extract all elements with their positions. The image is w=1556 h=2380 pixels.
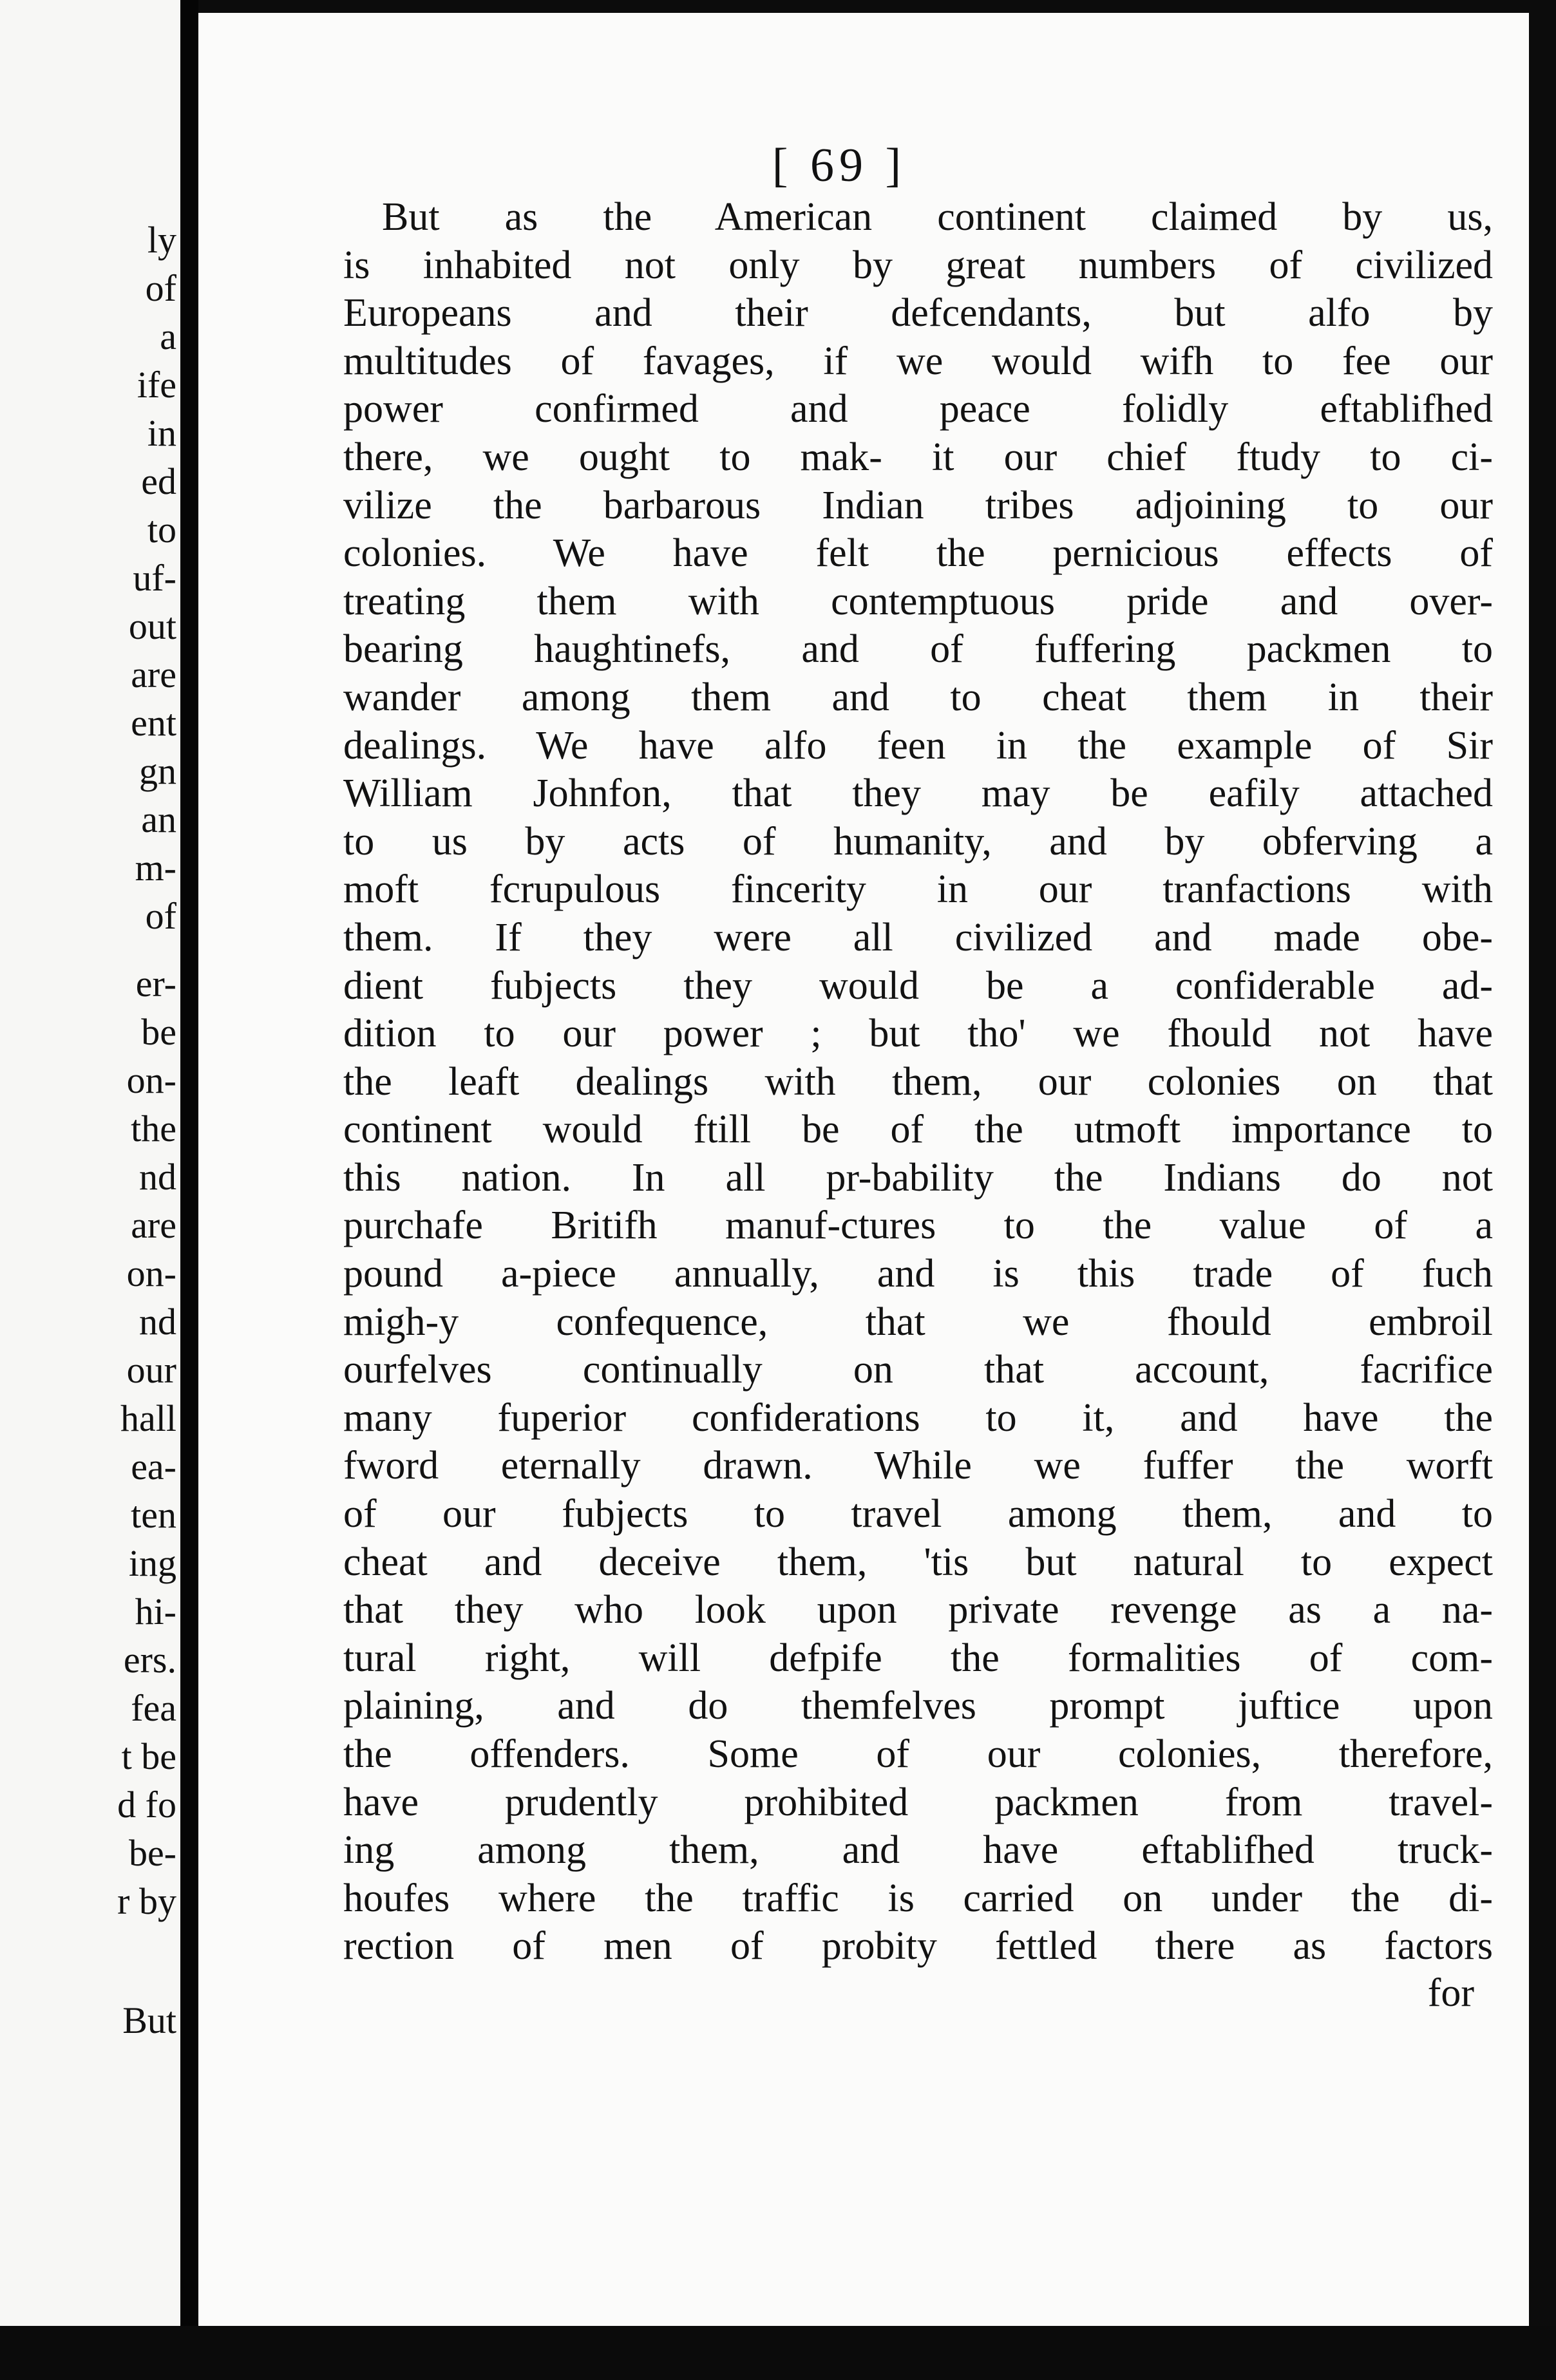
left-page-edge [0, 0, 187, 2326]
text-line: tural right, will defpife the formalities of com- [343, 1636, 1493, 1680]
text-line: that they who look upon private revenge as a na- [343, 1588, 1493, 1632]
text-line: dealings. We have alfo feen in the example of Sir [343, 723, 1493, 768]
left-page-fragment: in [147, 412, 176, 454]
text-line: dient fubjects they would be a confiderable ad- [343, 963, 1493, 1008]
left-page-fragment: are [131, 1204, 176, 1246]
text-line: ourfelves continually on that account, facrifice [343, 1348, 1493, 1392]
book-gutter [180, 0, 198, 2380]
left-page-fragment: the [131, 1108, 176, 1149]
text-line: multitudes of favages, if we would wifh to fee our [343, 339, 1493, 383]
left-page-fragment: on- [126, 1059, 176, 1101]
left-page-fragment: ly [147, 219, 176, 261]
left-page-fragment: be- [128, 1832, 176, 1874]
text-line: Europeans and their defcendants, but alfo by [343, 291, 1493, 335]
left-page-fragment: ea- [131, 1446, 176, 1488]
left-page-fragment: hi- [135, 1591, 176, 1632]
text-line: cheat and deceive them, 'tis but natural to expect [343, 1540, 1493, 1584]
left-page-fragment: ent [131, 702, 176, 744]
text-line: have prudently prohibited packmen from travel- [343, 1780, 1493, 1824]
text-line: moft fcrupulous fincerity in our tranfactions with [343, 867, 1493, 912]
left-page-fragment: on- [126, 1252, 176, 1294]
left-page-fragment: r by [117, 1880, 176, 1922]
body-text [343, 193, 1493, 1970]
left-page-fragment: d fo [117, 1784, 176, 1826]
left-page-fragment: are [131, 654, 176, 695]
left-page-fragment: fea [131, 1687, 176, 1729]
left-page-fragment: our [126, 1349, 176, 1391]
left-page-fragment: an [141, 798, 176, 840]
text-line: fword eternally drawn. While we fuffer the worft [343, 1444, 1493, 1488]
left-page-fragment: gn [139, 750, 176, 792]
scan-bottom-border [0, 2326, 1556, 2380]
text-line: is inhabited not only by great numbers of civilized [343, 243, 1493, 287]
left-page-fragment: But [122, 1999, 176, 2041]
text-line: continent would ftill be of the utmoft importance to [343, 1108, 1493, 1152]
text-line: the leaft dealings with them, our colonies on that [343, 1059, 1493, 1104]
left-page-fragment: m- [135, 847, 176, 889]
text-line: the offenders. Some of our colonies, therefore, [343, 1732, 1493, 1776]
text-line: bearing haughtinefs, and of fuffering packmen to [343, 627, 1493, 672]
left-page-fragment: a [160, 316, 176, 357]
page-number: [ 69 ] [772, 139, 907, 192]
left-page-fragment: nd [139, 1301, 176, 1343]
text-line: them. If they were all civilized and made obe- [343, 915, 1493, 959]
text-line: plaining, and do themfelves prompt juftice upon [343, 1684, 1493, 1728]
text-line: treating them with contemptuous pride and over- [343, 579, 1493, 623]
text-line: pound a-piece annually, and is this trade of fuch [343, 1252, 1493, 1296]
catchword: for [1427, 1971, 1474, 2015]
left-page-fragment: nd [139, 1156, 176, 1198]
left-page-fragment: of [145, 895, 176, 937]
text-line: William Johnfon, that they may be eafily attached [343, 771, 1493, 816]
text-line: houfes where the traffic is carried on under the di- [343, 1876, 1493, 1920]
left-page-fragment: of [145, 267, 176, 309]
text-line: of our fubjects to travel among them, and to [343, 1492, 1493, 1536]
text-line: many fuperior confiderations to it, and have the [343, 1395, 1493, 1440]
text-line: ing among them, and have eftablifhed truck- [343, 1828, 1493, 1873]
text-line: to us by acts of humanity, and by obferving a [343, 819, 1493, 864]
left-page-fragment: to [147, 509, 176, 551]
left-page-fragment: er- [135, 963, 176, 1005]
text-line: migh-y confequence, that we fhould embroil [343, 1299, 1493, 1344]
text-line: purchafe Britifh manuf-ctures to the value of a [343, 1204, 1493, 1248]
left-page-fragment: ten [131, 1494, 176, 1536]
left-page-fragment: uf- [133, 557, 176, 599]
text-line: dition to our power ; but tho' we fhould not have [343, 1012, 1493, 1056]
text-line: this nation. In all pr-bability the Indians do not [343, 1155, 1493, 1200]
text-line: vilize the barbarous Indian tribes adjoining to our [343, 483, 1493, 527]
left-page-fragment: t be [121, 1735, 176, 1777]
left-page-fragment: be [141, 1011, 176, 1053]
left-page-fragment: ing [128, 1542, 176, 1584]
text-line: wander among them and to cheat them in their [343, 675, 1493, 719]
text-line: colonies. We have felt the pernicious effects of [343, 531, 1493, 576]
text-line: power confirmed and peace folidly eftablifhed [343, 387, 1493, 431]
right-page [198, 13, 1529, 2331]
left-page-fragment: ed [141, 460, 176, 502]
left-page-fragment: hall [120, 1397, 176, 1439]
left-page-fragment: ife [137, 364, 176, 406]
left-page-fragment: ers. [123, 1639, 176, 1681]
text-line: there, we ought to mak- it our chief ftudy to ci- [343, 435, 1493, 479]
text-line: rection of men of probity fettled there as factors [343, 1924, 1493, 1969]
left-page-fragment: out [128, 605, 176, 647]
text-line: But as the American continent claimed by us, [382, 195, 1493, 239]
